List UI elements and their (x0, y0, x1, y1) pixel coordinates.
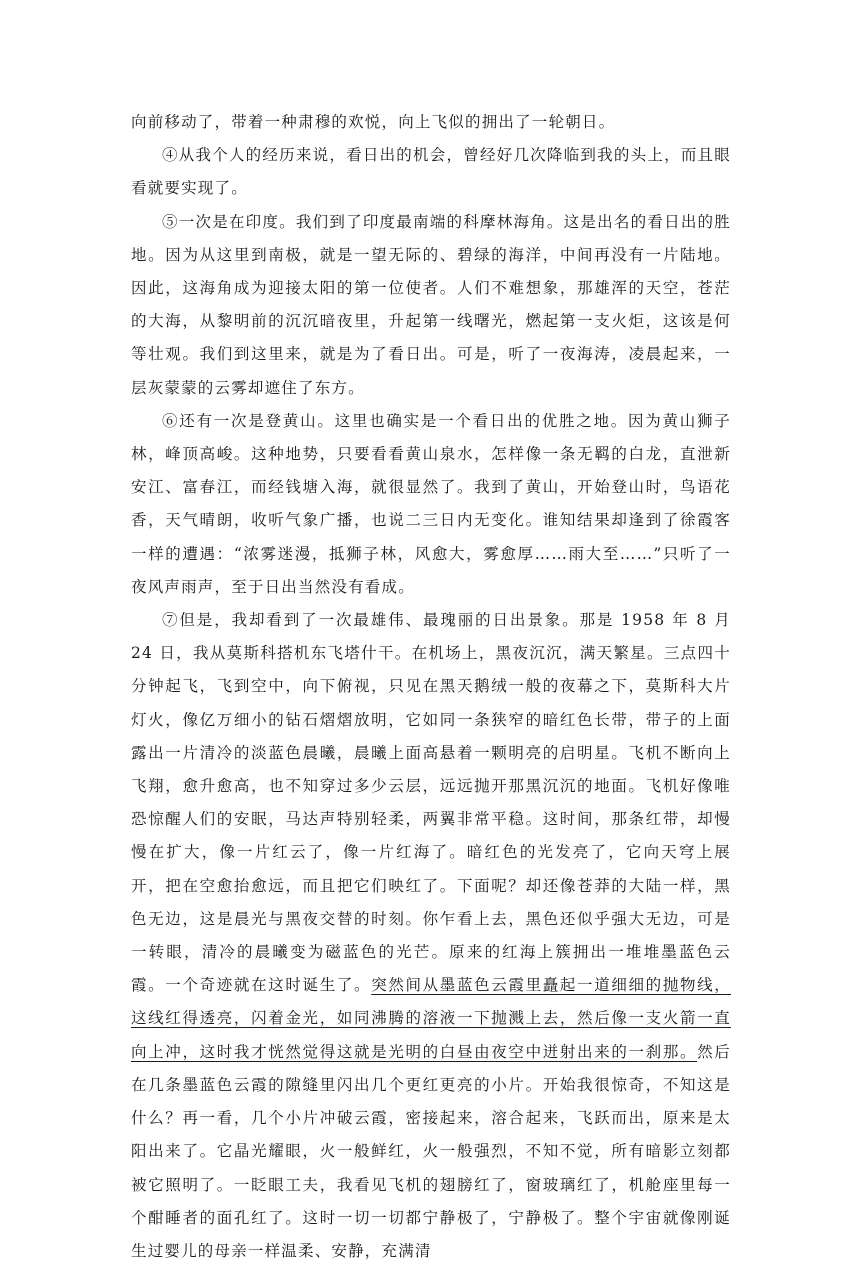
paragraph-5: ⑤一次是在印度。我们到了印度最南端的科摩林海角。这是出名的看日出的胜地。因为从这里到南极，就是一望无际的、碧绿的海洋，中间再没有一片陆地。因此，这海角成为迎接太阳的第一位使者。人们不难想象，那雄浑的天空，苍茫的大海，从黎明前的沉沉暗夜里，升起第一线曙光，燃起第一支火炬，这该是何等壮观。我们到这里来，就是为了看日出。可是，听了一夜海涛，凌晨起来，一层灰蒙蒙的云雾却遮住了东方。 (131, 212, 731, 397)
paragraph-7 (131, 604, 731, 1268)
paragraph-4: ④从我个人的经历来说，看日出的机会，曾经好几次降临到我的头上，而且眼看就要实现了。 (131, 146, 731, 198)
paragraph-7-text-before: ⑦但是，我却看到了一次最雄伟、最瑰丽的日出景象。那是 1958 年 8 月 24 日，我从莫斯科搭机东飞塔什干。在机场上，黑夜沉沉，满天繁星。三点四十分钟起飞，飞到空中，向下俯视，只见在黑天鹅绒一般的夜幕之下，莫斯科大片灯火，像亿万细小的钻石熠熠放明，它如同一条狭窄的暗红色长带，带子的上面露出一片清冷的淡蓝色晨曦，晨曦上面高悬着一颗明亮的启明星。飞机不断向上飞翔，愈升愈高，也不知穿过多少云层，远远抛开那黑沉沉的地面。飞机好像唯恐惊醒人们的安眠，马达声特别轻柔，两翼非常平稳。这时间，那条红带，却慢慢在扩大，像一片红云了，像一片红海了。暗红色的光发亮了，它向天穹上展开，把在空愈抬愈远，而且把它们映红了。下面呢？却还像苍莽的大陆一样，黑色无边，这是晨光与黑夜交替的时刻。你乍看上去，黑色还似乎强大无边，可是一转眼，清冷的晨曦变为磁蓝色的光芒。原来的红海上簇拥出一堆堆墨蓝色云霞。一个奇迹就在这时诞生了。 (131, 611, 731, 995)
document-page (131, 106, 731, 1268)
paragraph-6: ⑥还有一次是登黄山。这里也确实是一个看日出的优胜之地。因为黄山狮子林，峰顶高峻。这种地势，只要看看黄山泉水，怎样像一条无羁的白龙，直泄新安江、富春江，而经钱塘入海，就很显然了。我到了黄山，开始登山时，鸟语花香，天气晴朗，收听气象广播，也说二三日内无变化。谁知结果却逢到了徐霞客一样的遭遇：“浓雾迷漫，抵狮子林，风愈大，雾愈厚……雨大至……”只听了一夜风声雨声，至于日出当然没有看成。 (131, 411, 731, 596)
paragraph-continuation: 向前移动了，带着一种肃穆的欢悦，向上飞似的拥出了一轮朝日。 (131, 113, 616, 131)
underlined-sentence: 突然间从墨蓝色云霞里矗起一道细细的抛物线，这线红得透亮，闪着金光，如同沸腾的溶液一下抛溅上去，然后像一支火箭一直向上冲，这时我才恍然觉得这就是光明的白昼由夜空中迸射出来的一刹那。 (131, 976, 731, 1061)
paragraph-7-text-after: 然后在几条墨蓝色云霞的隙缝里闪出几个更红更亮的小片。开始我很惊奇，不知这是什么？再一看，几个小片冲破云霞，密接起来，溶合起来，飞跃而出，原来是太阳出来了。它晶光耀眼，火一般鲜红，火一般强烈，不知不觉，所有暗影立刻都被它照明了。一眨眼工夫，我看见飞机的翅膀红了，窗玻璃红了，机舱座里每一个酣睡者的面孔红了。这时一切一切都宁静极了，宁静极了。整个宇宙就像刚诞生过婴儿的母亲一样温柔、安静，充满清 (131, 1042, 731, 1260)
